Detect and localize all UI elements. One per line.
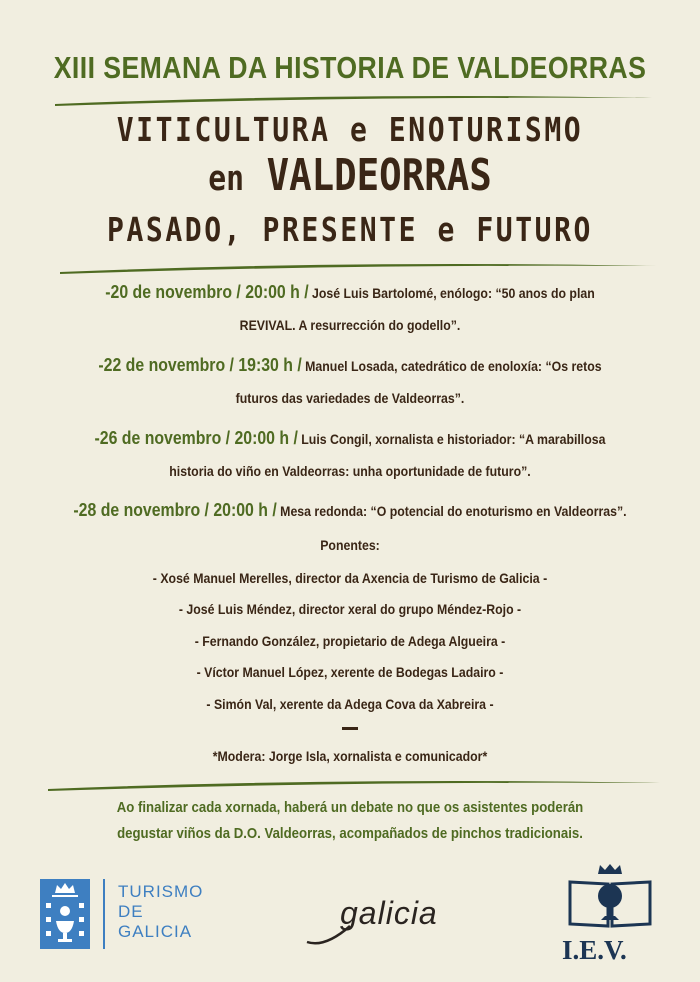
event-text: historia do viño en Valdeorras: unha oportunidade de futuro”.: [169, 463, 531, 479]
event-4: [42, 500, 658, 521]
turismo-galicia-logo: [118, 882, 203, 942]
logo-divider: [103, 879, 105, 949]
panel-heading: Ponentes:: [320, 537, 380, 553]
event-text: Manuel Losada, catedrático de enoloxía: “Os retos: [305, 358, 602, 374]
galicia-swash-icon: [305, 920, 365, 950]
book-tree-crest-icon: [565, 862, 655, 934]
footer-note: [42, 795, 658, 847]
speaker-item: - José Luis Méndez, director xeral do grupo Méndez-Rojo -: [178, 601, 522, 617]
footer-line: degustar viños da D.O. Valdeorras, acompañados de pinchos tradicionais.: [117, 825, 583, 842]
turismo-line: TURISMO: [118, 882, 204, 901]
speaker-item: - Simón Val, xerente da Adega Cova da Xabreira -: [206, 696, 494, 712]
event-2: [42, 355, 658, 376]
divider-swoosh-top: [0, 92, 700, 112]
event-date: -28 de novembro / 20:00 h /: [73, 500, 277, 520]
speaker-item: - Fernando González, propietario de Adega Algueira -: [194, 633, 506, 649]
turismo-line: DE: [118, 902, 144, 921]
event-date: -26 de novembro / 20:00 h /: [94, 428, 298, 448]
event-date: -22 de novembro / 19:30 h /: [98, 355, 302, 375]
crown-chalice-icon: [40, 879, 90, 949]
event-date: -20 de novembro / 20:00 h /: [105, 282, 309, 302]
event-text: REVIVAL. A resurrección do godello”.: [239, 317, 461, 333]
event-text: José Luis Bartolomé, enólogo: “50 anos do plan: [312, 285, 595, 301]
main-title-place: VALDEORRAS: [266, 150, 492, 201]
divider-swoosh-middle: [0, 258, 700, 278]
event-text: futuros das variedades de Valdeorras”.: [235, 390, 465, 406]
main-title-line3: PASADO, PRESENTE e FUTURO: [107, 210, 593, 249]
main-title-line2: [53, 150, 648, 201]
moderator-text: *Modera: Jorge Isla, xornalista e comunicador*: [212, 748, 488, 764]
event-text: Mesa redonda: “O potencial do enoturismo en Valdeorras”.: [280, 503, 627, 519]
speaker-item: - Xosé Manuel Merelles, director da Axencia de Turismo de Galicia -: [152, 570, 548, 586]
footer-line: Ao finalizar cada xornada, haberá un debate no que os asistentes poderán: [116, 799, 584, 816]
event-text: Luis Congil, xornalista e historiador: “A marabillosa: [301, 431, 606, 447]
galicia-logo: galicia: [340, 895, 438, 931]
turismo-line: GALICIA: [118, 922, 193, 941]
event-1: [42, 282, 658, 303]
series-title: XIII SEMANA DA HISTORIA DE VALDEORRAS: [53, 50, 647, 85]
main-title-prefix: en: [208, 159, 245, 199]
event-3: [42, 428, 658, 449]
xunta-shield-logo: [40, 879, 90, 949]
divider-swoosh-bottom: [0, 775, 700, 795]
speaker-item: - Víctor Manuel López, xerente de Bodegas Ladairo -: [196, 664, 504, 680]
main-title-line1: VITICULTURA e ENOTURISMO: [116, 110, 584, 149]
iev-logo-text: I.E.V.: [562, 935, 627, 965]
short-divider: [342, 727, 358, 730]
